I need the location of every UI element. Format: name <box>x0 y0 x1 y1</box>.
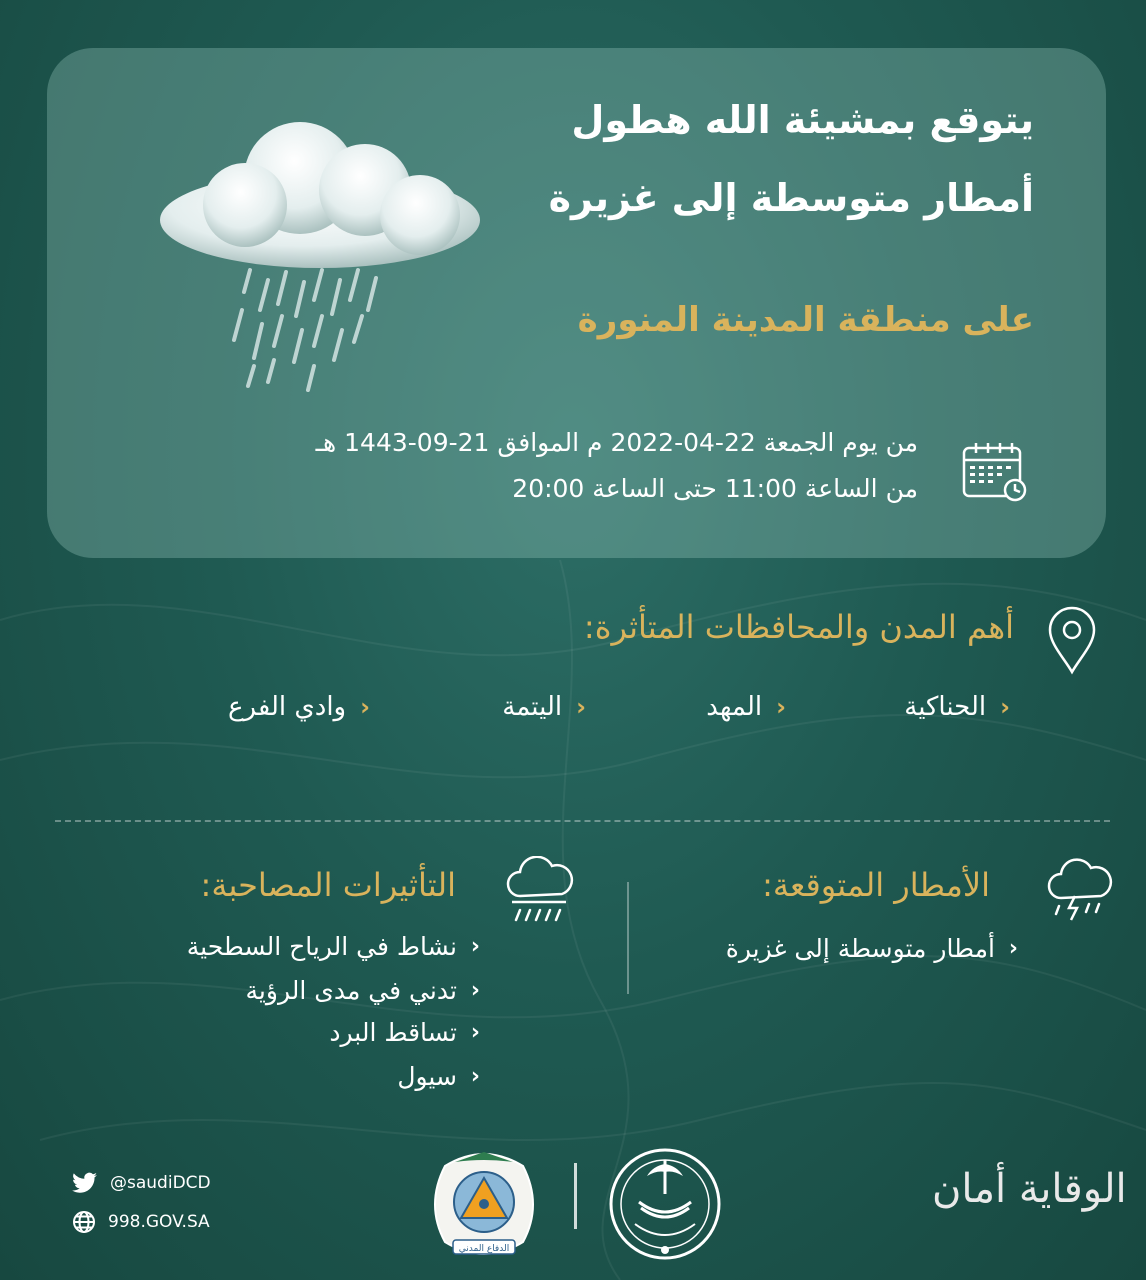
twitter-icon <box>72 1172 98 1194</box>
twitter-handle[interactable] <box>72 1172 211 1194</box>
chevron-left-icon: ‹ <box>470 978 480 1003</box>
civil-defense-logo <box>425 1146 543 1264</box>
section-divider <box>55 820 1110 822</box>
chevron-left-icon: ‹ <box>576 693 586 721</box>
forecast-title-line-2: أمطار متوسطة إلى غزيرة <box>548 176 1034 220</box>
chevron-left-icon: ‹ <box>360 693 370 721</box>
forecast-title-line-1: يتوقع بمشيئة الله هطول <box>571 98 1034 142</box>
expected-rain-text: أمطار متوسطة إلى غزيرة <box>725 934 995 963</box>
effect-text: تدني في مدى الرؤية <box>245 976 457 1005</box>
region-label: على منطقة المدينة المنورة <box>577 300 1034 340</box>
website-link[interactable] <box>72 1210 210 1234</box>
time-range-line: من الساعة 11:00 حتى الساعة 20:00 <box>512 474 918 503</box>
effect-item <box>329 1018 480 1047</box>
effect-item <box>246 976 480 1005</box>
expected-rain-item <box>726 934 1018 963</box>
effect-text: نشاط في الرياح السطحية <box>186 932 457 961</box>
twitter-handle-text: @saudiDCD <box>110 1173 211 1193</box>
city-item <box>706 692 786 722</box>
column-divider <box>627 882 629 994</box>
rain-icon <box>502 856 576 928</box>
slogan-calligraphy: الوقاية أمان <box>932 1166 1127 1212</box>
thunderstorm-icon <box>1045 856 1113 926</box>
chevron-left-icon: ‹ <box>470 934 480 959</box>
expected-rain-heading: الأمطار المتوقعة: <box>762 866 990 904</box>
globe-icon <box>72 1210 96 1234</box>
chevron-left-icon: ‹ <box>1000 693 1010 721</box>
rain-cloud-icon <box>150 110 490 400</box>
city-item <box>228 692 370 722</box>
affected-cities-heading: أهم المدن والمحافظات المتأثرة: <box>583 608 1014 646</box>
civil-defense-logo-text: الدفاع المدني <box>458 1244 510 1254</box>
city-name: اليتمة <box>502 692 563 722</box>
city-item <box>502 692 586 722</box>
effect-text: سيول <box>397 1062 457 1091</box>
calendar-clock-icon <box>960 440 1030 504</box>
date-range-line: من يوم الجمعة 22-04-2022 م الموافق 21-09-1443 هـ <box>315 428 918 457</box>
effect-item <box>397 1062 480 1091</box>
chevron-left-icon: ‹ <box>470 1064 480 1089</box>
effect-text: تساقط البرد <box>329 1018 457 1047</box>
effects-heading: التأثيرات المصاحبة: <box>200 866 456 904</box>
chevron-left-icon: ‹ <box>776 693 786 721</box>
website-text: 998.GOV.SA <box>108 1212 210 1232</box>
chevron-left-icon: ‹ <box>1008 936 1018 961</box>
chevron-left-icon: ‹ <box>470 1020 480 1045</box>
logo-separator <box>574 1163 577 1229</box>
effect-item <box>187 932 480 961</box>
ministry-emblem-logo <box>605 1142 725 1266</box>
city-name: المهد <box>706 692 763 722</box>
city-name: وادي الفرع <box>227 692 347 722</box>
city-name: الحناكية <box>904 692 987 722</box>
location-pin-icon <box>1046 606 1098 676</box>
city-item <box>904 692 1010 722</box>
